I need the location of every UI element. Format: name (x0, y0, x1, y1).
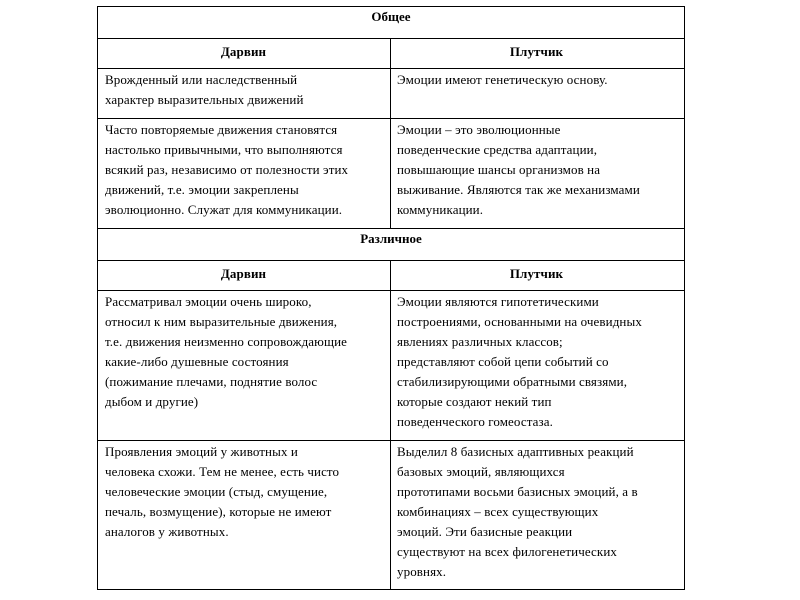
plutchik-cell: Выделил 8 базисных адаптивных реакций базовых эмоций, являющихся прототипами восьми базисных эмоций, а в комбинациях – всех существующих эмоций. Эти базисные реакции существуют на всех филогенетических уровнях. (397, 444, 638, 579)
header-row-common (98, 39, 684, 69)
plutchik-cell: Эмоции являются гипотетическими построениями, основанными на очевидных явлениях различных классов; представляют собой цепи событий со стабилизирующими обратными связями, которые создают некий тип поведенческого гомеостаза. (397, 294, 642, 429)
section-title-different (98, 229, 684, 261)
darwin-cell: Врожденный или наследственный характер выразительных движений (98, 69, 391, 118)
table-row (98, 119, 684, 229)
table-row (98, 291, 684, 441)
column-header-plutchik: Плутчик (509, 266, 564, 281)
section-title-different-text: Различное (360, 231, 422, 246)
plutchik-cell: Эмоции – это эволюционные поведенческие средства адаптации, повышающие шансы организмов на выживание. Являются так же механизмами коммуникации. (397, 122, 640, 217)
table-row (98, 69, 684, 119)
darwin-cell: Часто повторяемые движения становятся настолько привычными, что выполняются всякий раз, независимо от полезности этих движений, т.е. эмоции закреплены эволюционно. Служат для коммуникации. (98, 119, 391, 228)
plutchik-cell: Эмоции имеют генетическую основу. (397, 72, 608, 87)
comparison-table (97, 6, 685, 590)
darwin-cell: Рассматривал эмоции очень широко, относил к ним выразительные движения, т.е. движения неизменно сопровождающие какие-либо душевные состояния (пожимание плечами, поднятие волос дыбом и другие) (98, 291, 391, 440)
table-row (98, 441, 684, 589)
section-title-common (98, 7, 684, 39)
header-row-different (98, 261, 684, 291)
column-header-darwin: Дарвин (98, 39, 391, 68)
column-header-darwin: Дарвин (98, 261, 391, 290)
column-header-plutchik: Плутчик (509, 44, 564, 59)
darwin-cell: Проявления эмоций у животных и человека схожи. Тем не менее, есть чисто человеческие эмоции (стыд, смущение, печаль, возмущение), которые не имеют аналогов у животных. (98, 441, 391, 589)
section-title-common-text: Общее (371, 9, 411, 24)
